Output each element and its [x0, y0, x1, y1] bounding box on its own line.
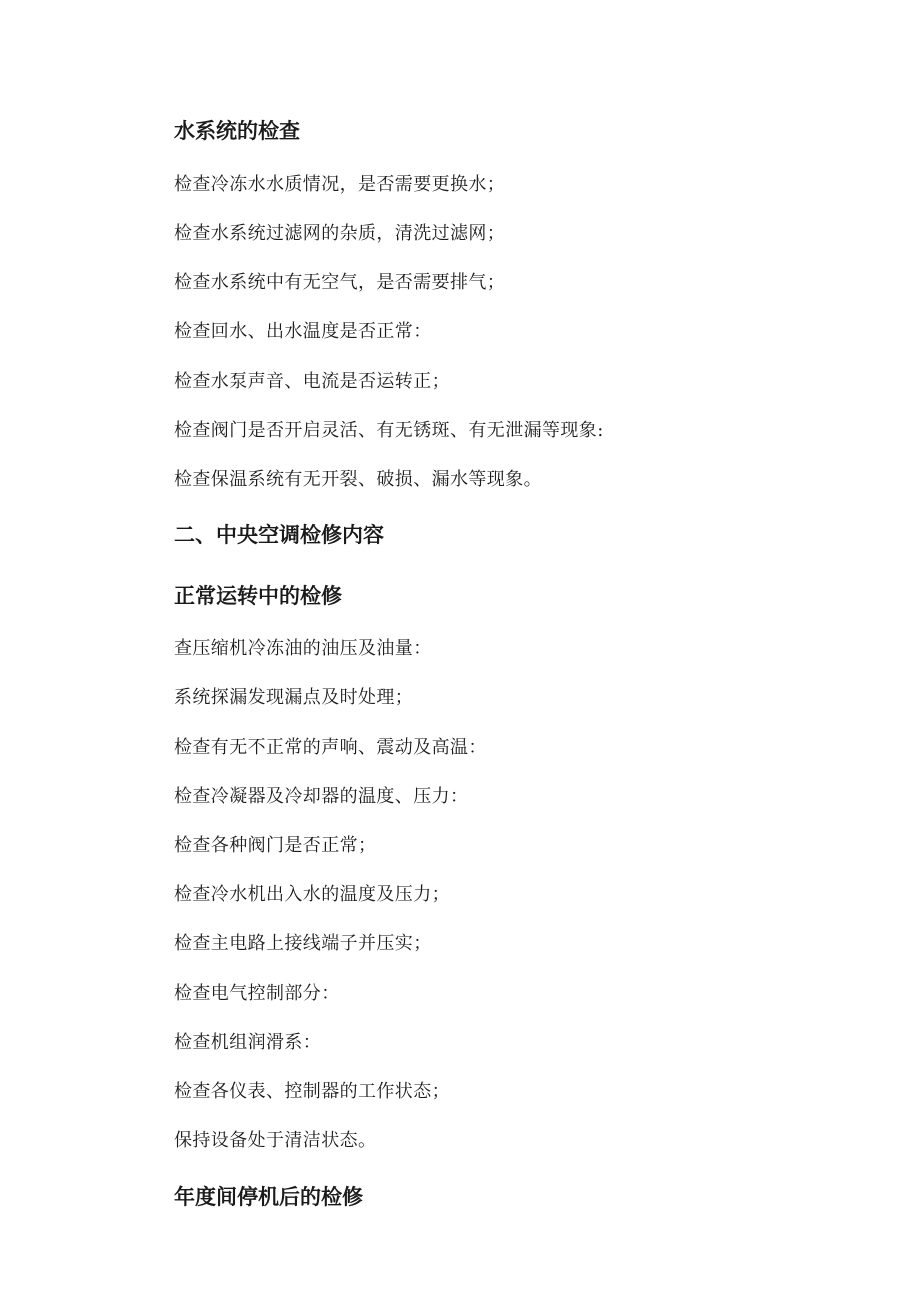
normal-check-item-6: 检查冷水机出入水的温度及压力； — [174, 884, 450, 905]
heading-annual-shutdown-maintenance: 年度间停机后的检修 — [174, 1185, 363, 1209]
normal-check-item-1: 查压缩机冷冻油的油压及油量： — [174, 638, 432, 659]
water-check-item-2: 检查水系统过滤网的杂质，清洗过滤网； — [174, 223, 506, 244]
water-check-item-7: 检查保温系统有无开裂、破损、漏水等现象。 — [174, 469, 542, 490]
water-check-item-4: 检查回水、出水温度是否正常： — [174, 321, 432, 342]
water-check-item-6: 检查阀门是否开启灵活、有无锈斑、有无泄漏等现象: — [174, 420, 604, 441]
normal-check-item-2: 系统探漏发现漏点及时处理； — [174, 687, 414, 708]
normal-check-item-3: 检查有无不正常的声响、震动及高温： — [174, 737, 487, 758]
heading-normal-operation-maintenance: 正常运转中的检修 — [174, 584, 342, 608]
heading-central-ac-maintenance: 二、中央空调检修内容 — [174, 523, 384, 547]
normal-check-item-4: 检查冷凝器及冷却器的温度、压力： — [174, 786, 469, 807]
water-check-item-5: 检查水泵声音、电流是否运转正； — [174, 371, 450, 392]
heading-water-system-check: 水系统的检查 — [174, 119, 300, 143]
normal-check-item-11: 保持设备处于清洁状态。 — [174, 1130, 377, 1151]
water-check-item-1: 检查冷冻水水质情况，是否需要更换水； — [174, 174, 506, 195]
normal-check-item-9: 检查机组润滑系： — [174, 1032, 322, 1053]
normal-check-item-7: 检查主电路上接线端子并压实； — [174, 933, 432, 954]
normal-check-item-8: 检查电气控制部分： — [174, 983, 340, 1004]
water-check-item-3: 检查水系统中有无空气，是否需要排气； — [174, 272, 506, 293]
normal-check-item-10: 检查各仪表、控制器的工作状态； — [174, 1081, 450, 1102]
normal-check-item-5: 检查各种阀门是否正常； — [174, 835, 377, 856]
